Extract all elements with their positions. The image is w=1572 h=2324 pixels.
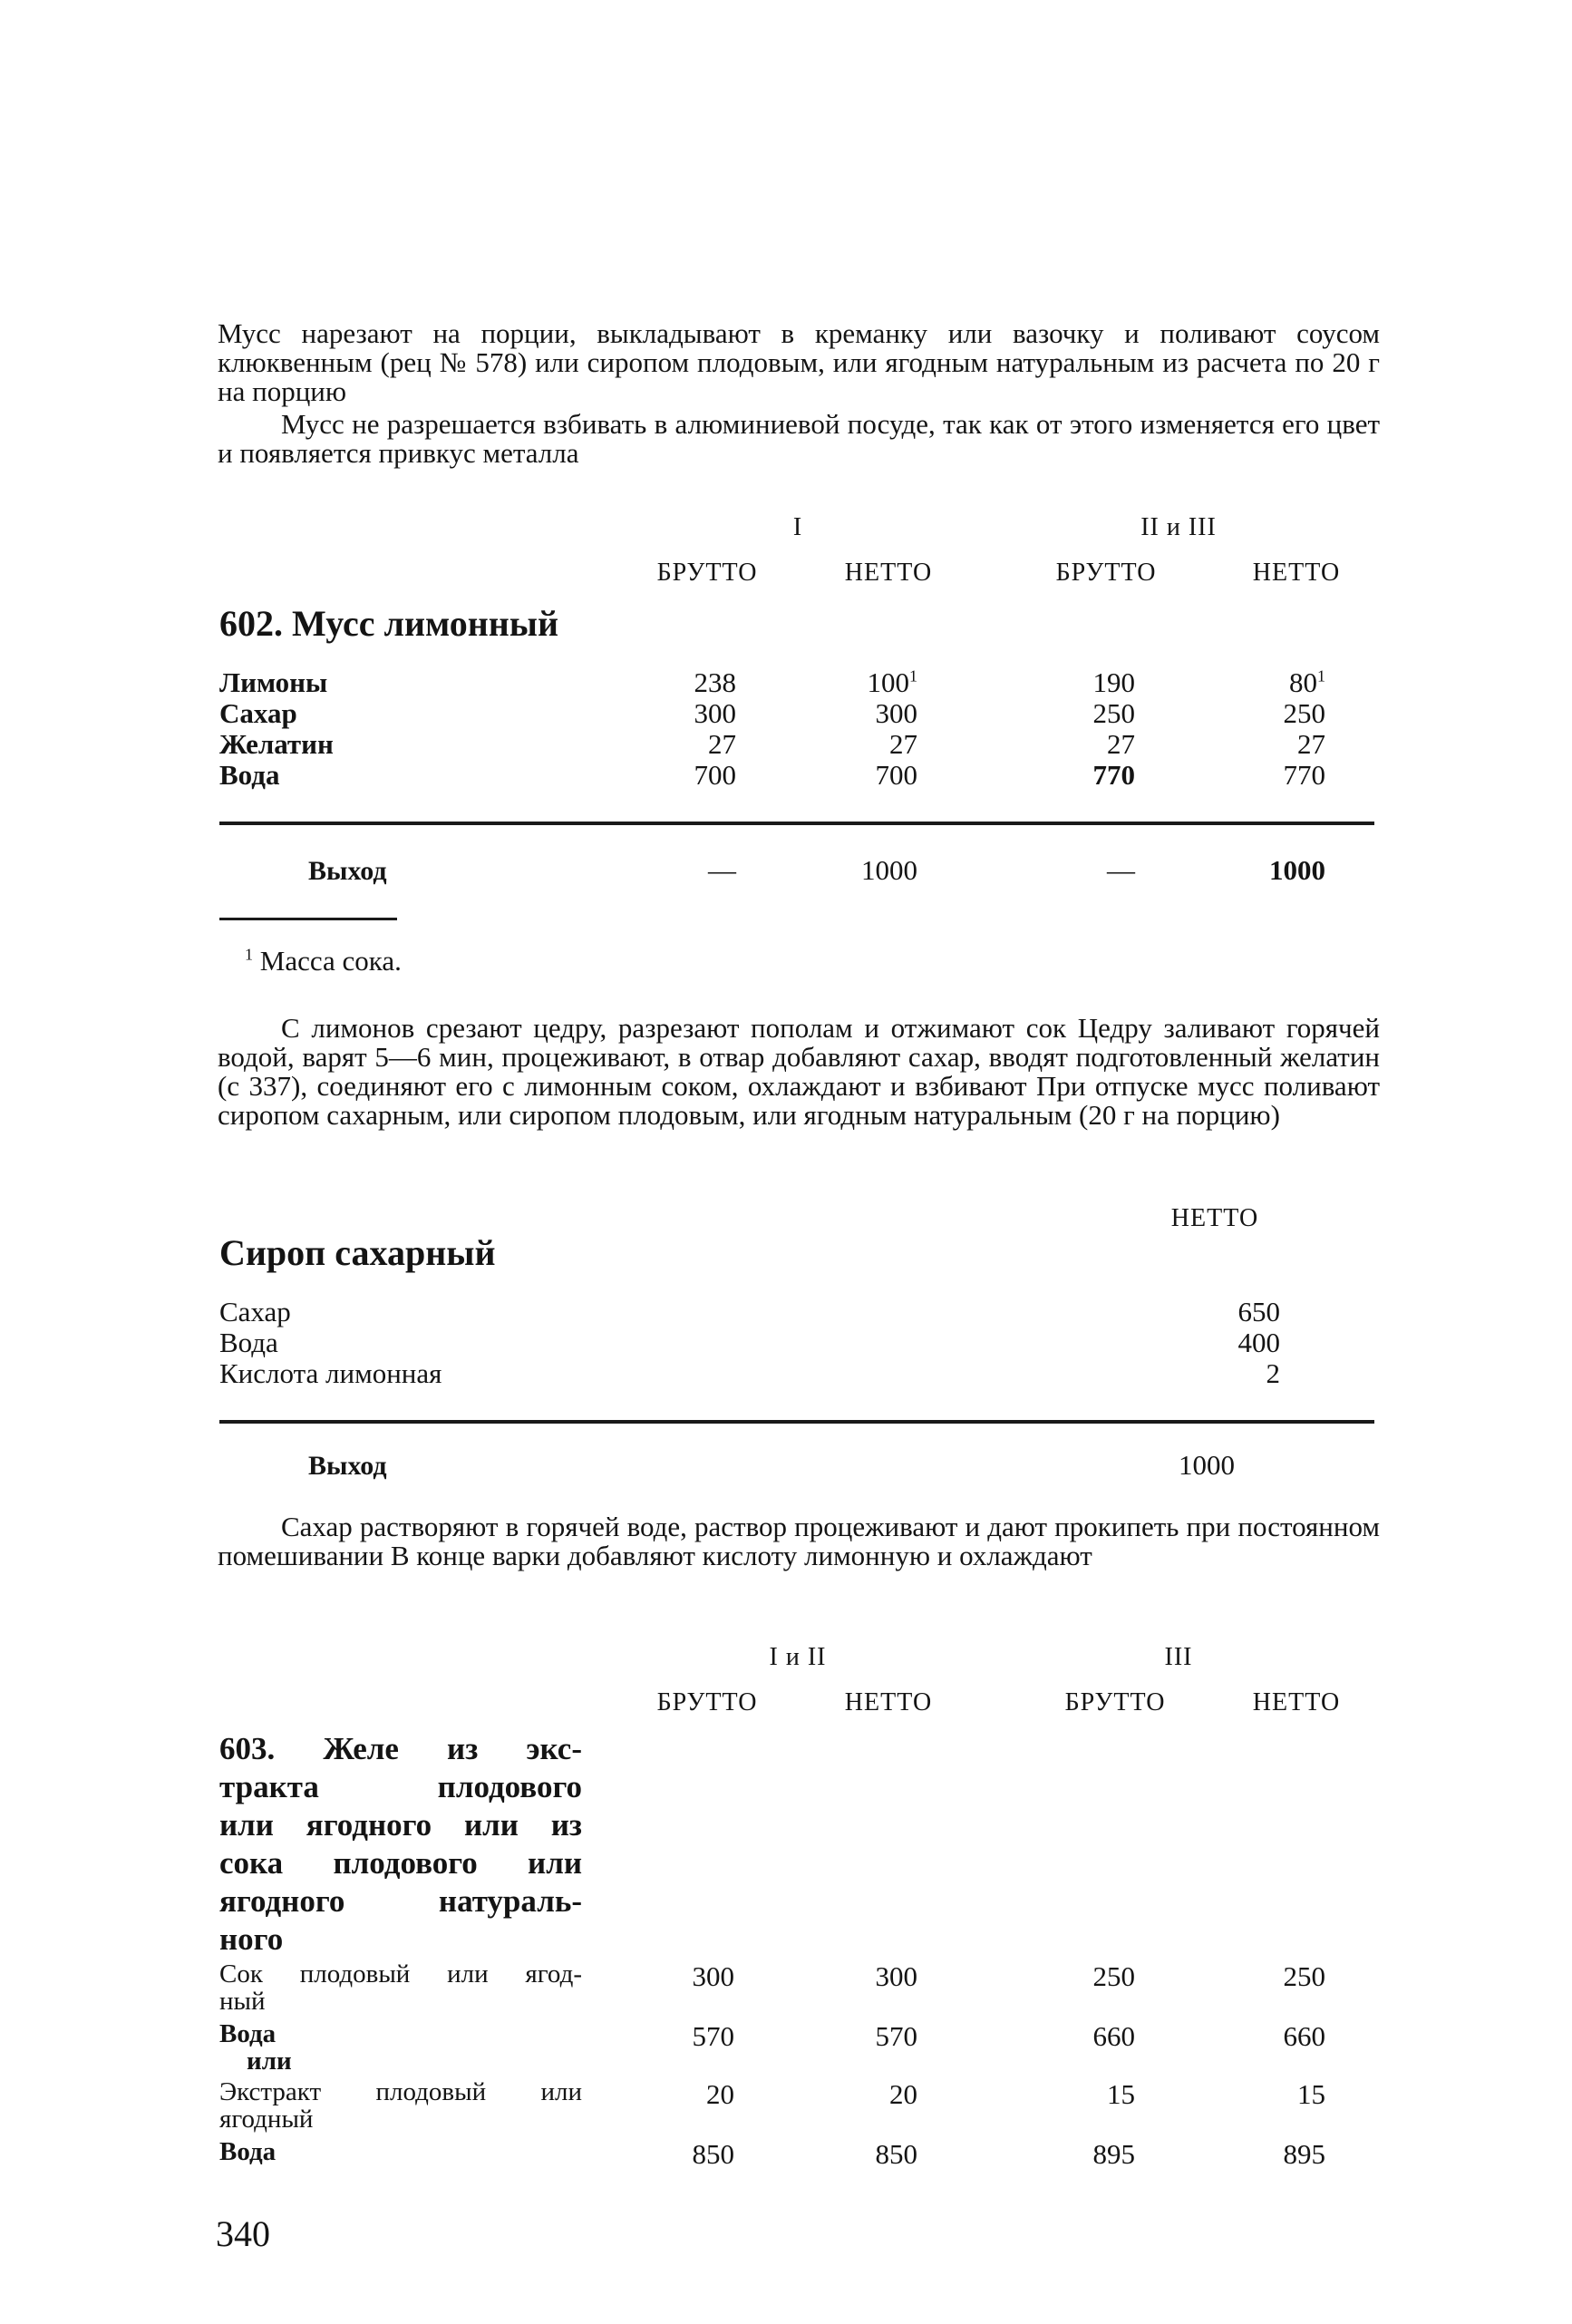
footnote-text: Масса сока. bbox=[259, 945, 402, 977]
value-cell: 570 bbox=[875, 2020, 917, 2052]
syrup-instructions: Сахар растворяют в горячей воде, раствор процеживают и дают прокипеть при постоянном помешивании В конце варки добавляют кислоту лимонную и охлаждают bbox=[218, 1511, 1380, 1571]
ingredient-name: Вода bbox=[219, 2137, 277, 2166]
column-header-netto: НЕТТО bbox=[1252, 559, 1341, 587]
value-cell: 895 bbox=[1092, 2138, 1135, 2170]
footnote-mark: 1 bbox=[1317, 666, 1325, 686]
column-header-netto: НЕТТО bbox=[844, 1688, 933, 1716]
yield-label: Выход bbox=[308, 1451, 387, 1481]
value-cell: 250 bbox=[1092, 1960, 1135, 1992]
value-cell: 2 bbox=[1266, 1357, 1280, 1389]
value-cell: 250 bbox=[1092, 697, 1135, 729]
value-cell: 850 bbox=[875, 2138, 917, 2170]
title-line: 603. Желе из экс- bbox=[219, 1731, 582, 1766]
ingredient-name: Вода bbox=[219, 759, 280, 791]
syrup-value-column bbox=[1179, 1297, 1280, 1389]
ingredient-name: Желатин bbox=[219, 728, 334, 760]
title-line: ного bbox=[219, 1921, 284, 1957]
ingredient-name: Лимоны bbox=[219, 666, 328, 698]
column-group-1: I bbox=[792, 513, 803, 541]
value-cell: 660 bbox=[1092, 2020, 1135, 2052]
value-cell: 770 bbox=[1283, 759, 1325, 791]
intro-paragraph-1: Мусс нарезают на порции, выкладывают в креманку или вазочку и поливают соусом клюквенным (рец № 578) или сиропом плодовым, или ягодным натуральным из расчета по 20 г на порцию bbox=[218, 317, 1380, 407]
recipe-title: 602. Мусс лимонный bbox=[219, 603, 559, 644]
value-cell: 80 bbox=[1289, 666, 1317, 698]
value-cell: 238 bbox=[694, 666, 736, 698]
ingredient-name: Кислота лимонная bbox=[219, 1357, 442, 1389]
column-header-netto: НЕТТО bbox=[844, 559, 933, 587]
value-cell: 400 bbox=[1237, 1327, 1280, 1358]
title-line: сока плодового или bbox=[219, 1845, 582, 1881]
syrup-ingredient-list bbox=[219, 1297, 442, 1389]
recipe-title bbox=[219, 1730, 582, 1959]
value-cell: 15 bbox=[1107, 2078, 1135, 2110]
column-group-2: III bbox=[1164, 1643, 1193, 1671]
value-cell: 300 bbox=[875, 1960, 917, 1992]
value-cell: 27 bbox=[708, 728, 736, 760]
syrup-title: Сироп сахарный bbox=[219, 1232, 496, 1273]
ingredient-name: Вода или bbox=[219, 2019, 292, 2076]
value-cell: 300 bbox=[692, 1960, 734, 1992]
value-cell: 650 bbox=[1237, 1296, 1280, 1327]
column-group-1: I и II bbox=[769, 1643, 827, 1671]
footnote-rule bbox=[219, 918, 397, 920]
value-cell: 850 bbox=[692, 2138, 734, 2170]
column-header-brutto: БРУТТО bbox=[656, 559, 758, 587]
intro-paragraph-2: Мусс не разрешается взбивать в алюминиевой посуде, так как от этого изменяется его цвет и появляется привкус металла bbox=[218, 408, 1380, 469]
column-header-brutto: БРУТТО bbox=[1064, 1688, 1166, 1716]
ingredient-name: Экстракт плодовый или ягодный bbox=[219, 2077, 582, 2134]
value-cell: 27 bbox=[1297, 728, 1325, 760]
value-cell: 660 bbox=[1283, 2020, 1325, 2052]
ingredient-list bbox=[219, 667, 334, 791]
column-header-brutto: БРУТТО bbox=[1055, 559, 1157, 587]
value-column-netto-2 bbox=[1224, 667, 1325, 791]
yield-value: — bbox=[708, 854, 736, 886]
page-number: 340 bbox=[216, 2213, 270, 2254]
recipe-602-instructions: С лимонов срезают цедру, разрезают пополам и отжимают сок Цедру заливают горячей водой, варят 5—6 мин, процеживают, в отвар добавляют сахар, вводят подготовленный желатин (с 337), соединяют его с лимонным соком, охлаждают и взбивают При отпуске мусс поливают сиропом сахарным, или сиропом плодовым, или ягодным натуральным (20 г на порцию) bbox=[218, 1012, 1380, 1131]
ingredient-name: Сок плодовый или ягод- ный bbox=[219, 1959, 582, 2016]
value-cell: 27 bbox=[1107, 728, 1135, 760]
footnote bbox=[245, 945, 402, 977]
value-cell: 27 bbox=[889, 728, 917, 760]
value-cell: 20 bbox=[889, 2078, 917, 2110]
yield-value: 1000 bbox=[1269, 854, 1325, 886]
title-line: ягодного натураль- bbox=[219, 1883, 582, 1919]
footnote-mark: 1 bbox=[909, 666, 917, 686]
yield-value: 1000 bbox=[861, 854, 917, 886]
value-cell: 570 bbox=[692, 2020, 734, 2052]
column-header-netto: НЕТТО bbox=[1252, 1688, 1341, 1716]
yield-value: — bbox=[1107, 854, 1135, 886]
value-cell: 100 bbox=[867, 666, 909, 698]
yield-value: 1000 bbox=[1179, 1449, 1235, 1481]
column-header-brutto: БРУТТО bbox=[656, 1688, 758, 1716]
value-cell: 250 bbox=[1283, 697, 1325, 729]
value-cell: 250 bbox=[1283, 1960, 1325, 1992]
column-header-netto: НЕТТО bbox=[1170, 1204, 1259, 1232]
value-cell: 190 bbox=[1092, 666, 1135, 698]
ingredient-name: Сахар bbox=[219, 697, 297, 729]
value-column-brutto-2 bbox=[1033, 667, 1135, 791]
value-cell: 770 bbox=[1092, 759, 1135, 791]
table-divider bbox=[219, 822, 1374, 825]
footnote-mark: 1 bbox=[245, 945, 253, 964]
value-cell: 700 bbox=[694, 759, 736, 791]
value-cell: 895 bbox=[1283, 2138, 1325, 2170]
value-column-netto-1 bbox=[816, 667, 917, 791]
ingredient-name: Сахар bbox=[219, 1296, 291, 1327]
yield-label: Выход bbox=[308, 856, 387, 886]
value-cell: 15 bbox=[1297, 2078, 1325, 2110]
value-cell: 700 bbox=[875, 759, 917, 791]
ingredient-name: Вода bbox=[219, 1327, 278, 1358]
title-line: тракта плодового bbox=[219, 1769, 582, 1804]
value-cell: 20 bbox=[706, 2078, 734, 2110]
title-line: или ягодного или из bbox=[219, 1807, 582, 1843]
value-column-brutto-1 bbox=[635, 667, 736, 791]
table-divider bbox=[219, 1420, 1374, 1424]
value-cell: 300 bbox=[875, 697, 917, 729]
column-group-2: II и III bbox=[1140, 513, 1217, 541]
value-cell: 300 bbox=[694, 697, 736, 729]
